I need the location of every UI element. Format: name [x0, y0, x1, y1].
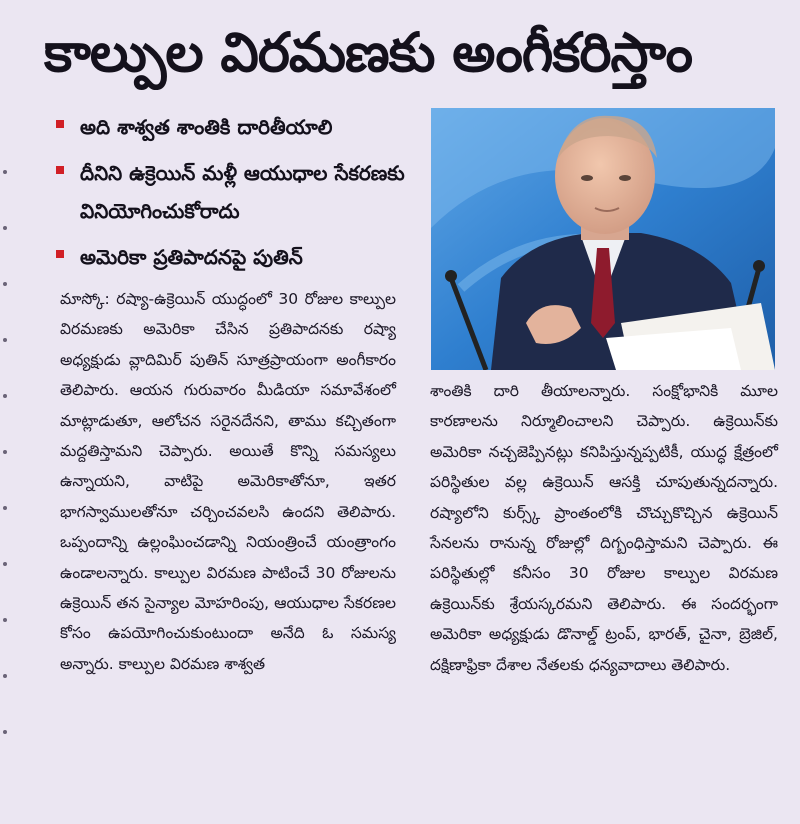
bullet-item	[56, 238, 428, 276]
red-square-bullet-icon	[56, 120, 64, 128]
speaker-illustration	[431, 108, 775, 370]
red-square-bullet-icon	[56, 166, 64, 174]
margin-dots	[3, 170, 9, 786]
article-column-left	[60, 284, 396, 679]
news-photo	[431, 108, 775, 370]
highlight-bullets	[56, 108, 428, 284]
article-text-right: శాంతికి దారి తీయాలన్నారు. సంక్షోభానికి మూల కారణాలను నిర్మూలించాలని చెప్పారు. ఉక్రెయిన్‌కు అమెరికా నచ్చజెప్పినట్లు కనిపిస్తున్నప్పటికీ, యుద్ధ క్షేత్రంలో పరిస్థితుల వల్ల ఉక్రెయిన్ ఆసక్తి చూపుతున్నదన్నారు. రష్యాలోని కుర్స్క్ ప్రాంతంలోకి చొచ్చుకొచ్చిన ఉక్రెయిన్ సేనలను రానున్న రోజుల్లో దిగ్బంధిస్తామని చెప్పారు. ఈ పరిస్థితుల్లో కనీసం 30 రోజుల కాల్పుల విరమణ ఉక్రెయిన్‌కు శ్రేయస్కరమని తెలిపారు. ఈ సందర్భంగా అమెరికా అధ్యక్షుడు డొనాల్డ్ ట్రంప్, భారత్, చైనా, బ్రెజిల్, దక్షిణాఫ్రికా దేశాల నేతలకు ధన్యవాదాలు తెలిపారు.	[430, 382, 778, 674]
bullet-item	[56, 154, 428, 230]
headline: కాల్పుల విరమణకు అంగీకరిస్తాం	[44, 21, 692, 84]
bullet-text: దీనిని ఉక్రెయిన్ మళ్లీ ఆయుధాల సేకరణకు వినియోగించుకోరాదు	[80, 161, 405, 223]
bullet-item	[56, 108, 428, 146]
article-column-right	[430, 376, 778, 680]
article-text-left: మాస్కో: రష్యా-ఉక్రెయిన్ యుద్ధంలో 30 రోజుల కాల్పుల విరమణకు అమెరికా చేసిన ప్రతిపాదనకు రష్యా అధ్యక్షుడు వ్లాదిమిర్ పుతిన్ సూత్రప్రాయంగా అంగీకారం తెలిపారు. ఆయన గురువారం మీడియా సమావేశంలో మాట్లాడుతూ, ఆలోచన సరైనదేనని, తాము కచ్చితంగా మద్దతిస్తామని చెప్పారు. అయితే కొన్ని సమస్యలు ఉన్నాయని, వాటిపై అమెరికాతోనూ, ఇతర భాగస్వాములతోనూ చర్చించవలసి ఉందని తెలిపారు. ఒప్పందాన్ని ఉల్లంఘించడాన్ని నియంత్రించే యంత్రాంగం ఉండాలన్నారు. కాల్పుల విరమణ పాటించే 30 రోజులను ఉక్రెయిన్ తన సైన్యాల మోహరింపు, ఆయుధాల సేకరణల కోసం ఉపయోగించుకుంటుందా అనేది ఓ సమస్య అన్నారు. కాల్పుల విరమణ శాశ్వత	[60, 290, 396, 673]
bullet-text: అది శాశ్వత శాంతికి దారితీయాలి	[80, 115, 333, 139]
red-square-bullet-icon	[56, 250, 64, 258]
bullet-text: అమెరికా ప్రతిపాదనపై పుతిన్	[80, 245, 303, 269]
